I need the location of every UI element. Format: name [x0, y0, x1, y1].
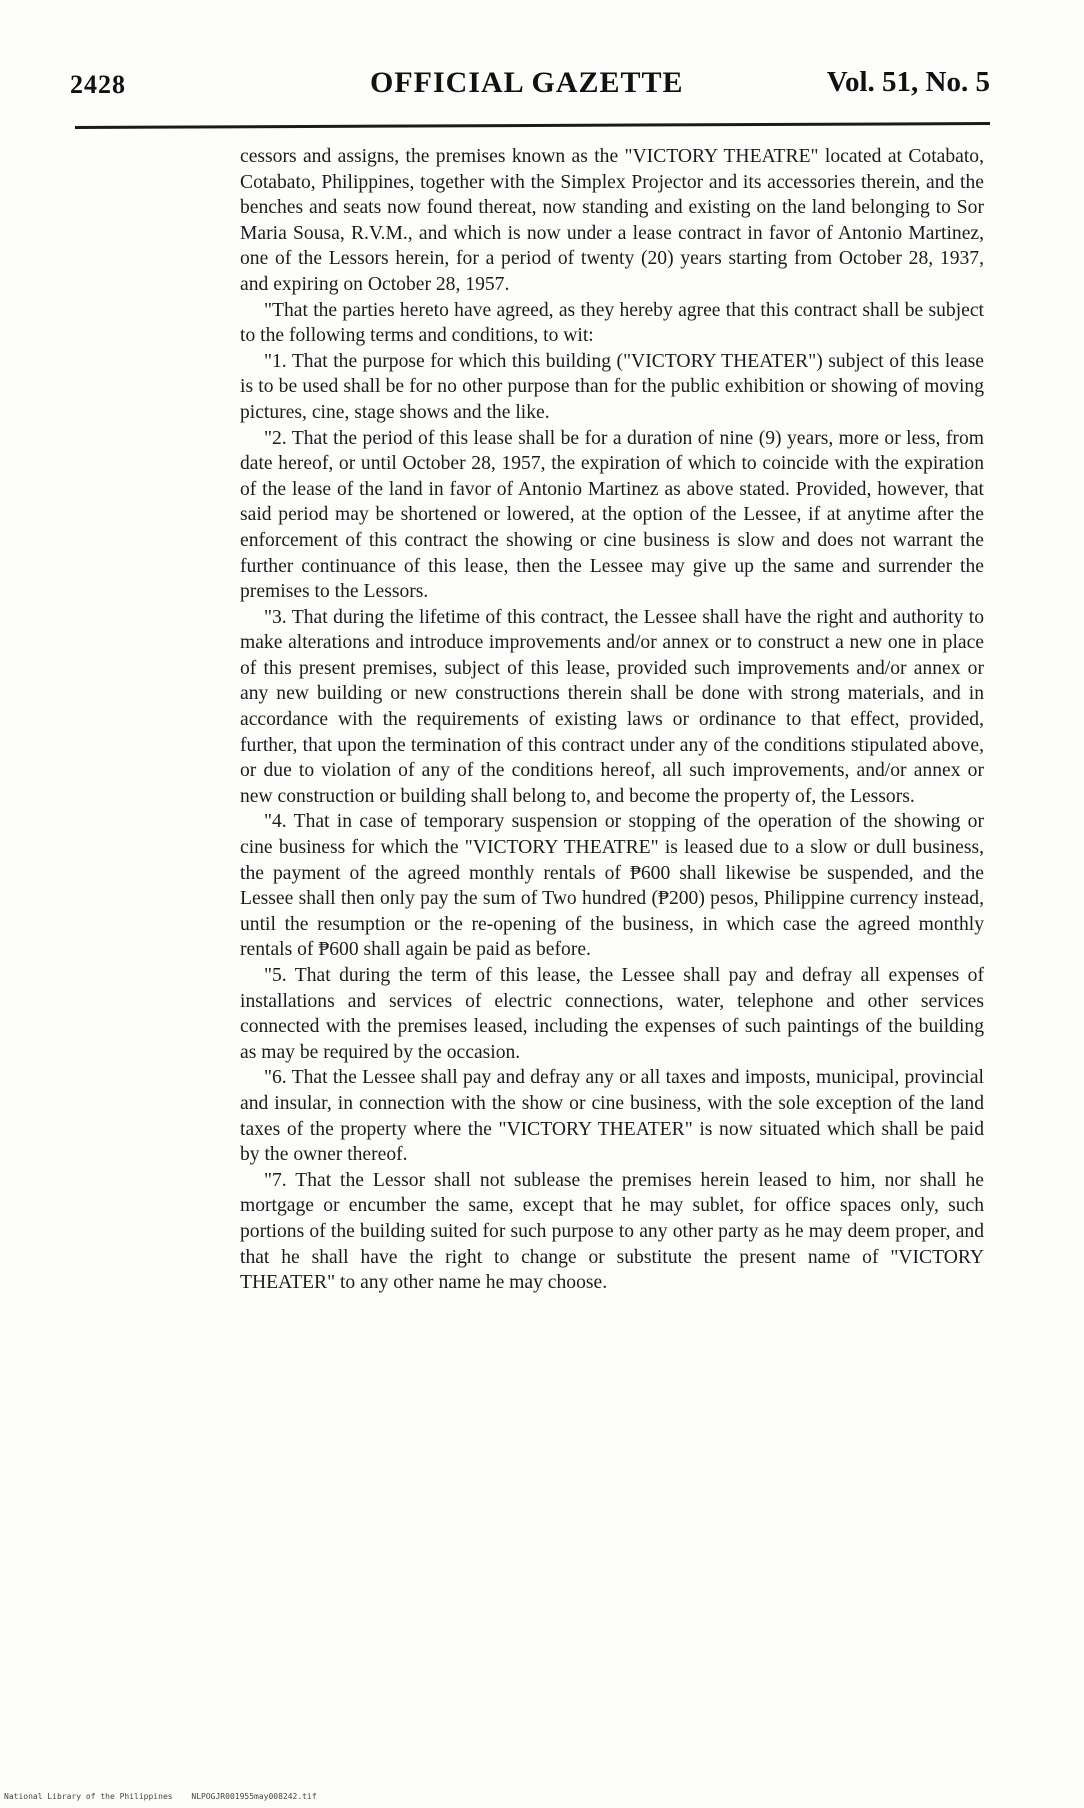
- paragraph-agreement: "That the parties hereto have agreed, as they hereby agree that this contract shall be subject to the following terms and conditions, to wit:: [240, 299, 984, 347]
- scan-footer: [4, 1792, 317, 1801]
- header-rule: [75, 122, 990, 129]
- paragraph-clause-5: "5. That during the term of this lease, the Lessee shall pay and defray all expenses of installations and services of electric connections, water, telephone and other services connected with the premises leased, including the expenses of such paintings of the building as may be required by the occasion.: [240, 965, 984, 1063]
- page-header: [70, 66, 990, 106]
- publication-title: OFFICIAL GAZETTE: [370, 66, 684, 99]
- page-number: 2428: [70, 70, 126, 99]
- footer-file-id: NLPOGJR001955may008242.tif: [191, 1792, 317, 1801]
- paragraph-premises: cessors and assigns, the premises known as the "VICTORY THEATRE" located at Cotabato, Cotabato, Philippines, together with the Simplex Projector and its accessories therein, and the benches and seats now found thereat, now standing and existing on the land belonging to Sor Maria Sousa, R.V.M., and which is now under a lease contract in favor of Antonio Martinez, one of the Lessors herein, for a period of twenty (20) years starting from October 28, 1937, and expiring on October 28, 1957.: [240, 146, 984, 295]
- paragraph-clause-2: "2. That the period of this lease shall be for a duration of nine (9) years, more or less, from date hereof, or until October 28, 1957, the expiration of which to coincide with the expiration of the lease of the land in favor of Antonio Martinez as above stated. Provided, however, that said period may be shortened or lowered, at the option of the Lessee, if at anytime after the enforcement of this contract the showing or cine business is slow and does not warrant the further continuance of this lease, then the Lessee may give up the same and surrender the premises to the Lessors.: [240, 427, 984, 603]
- paragraph-clause-7: "7. That the Lessor shall not sublease the premises herein leased to him, nor shall he mortgage or encumber the same, except that he may sublet, for office spaces only, such portions of the building suited for such purpose to any other party as he may deem proper, and that he shall have the right to change or substitute the present name of "VICTORY THEATER" to any other name he may choose.: [240, 1169, 984, 1294]
- footer-source: National Library of the Philippines: [4, 1792, 173, 1801]
- paragraph-clause-4: "4. That in case of temporary suspension or stopping of the operation of the showing or cine business for which the "VICTORY THEATRE" is leased due to a slow or dull business, the payment of the agreed monthly rentals of ₱600 shall likewise be suspended, and the Lessee shall then only pay the sum of Two hundred (₱200) pesos, Philippine currency instead, until the resumption or the re-opening of the business, in which case the agreed monthly rentals of ₱600 shall again be paid as before.: [240, 811, 984, 961]
- paragraph-clause-1: "1. That the purpose for which this building ("VICTORY THEATER") subject of this lease is to be used shall be for no other purpose than for the public exhibition or showing of moving pictures, cine, stage shows and the like.: [240, 350, 984, 423]
- volume-number: Vol. 51, No. 5: [826, 66, 990, 98]
- paragraph-clause-3: "3. That during the lifetime of this contract, the Lessee shall have the right and authority to make alterations and introduce improvements and/or annex or to construct a new one in place of this present premises, subject of this lease, provided such improvements and/or annex or any new building or new constructions therein shall be done with strong materials, and in accordance with the requirements of existing laws or ordinance to that effect, provided, further, that upon the termination of this contract under any of the conditions stipulated above, or due to violation of any of the conditions hereof, all such improvements, and/or annex or new construction or building shall belong to, and become the property of, the Lessors.: [240, 606, 984, 807]
- document-body: [240, 144, 984, 1296]
- paragraph-clause-6: "6. That the Lessee shall pay and defray any or all taxes and imposts, municipal, provincial and insular, in connection with the show or cine business, with the sole exception of the land taxes of the property where the "VICTORY THEATER" is now situated which shall be paid by the owner thereof.: [240, 1067, 984, 1166]
